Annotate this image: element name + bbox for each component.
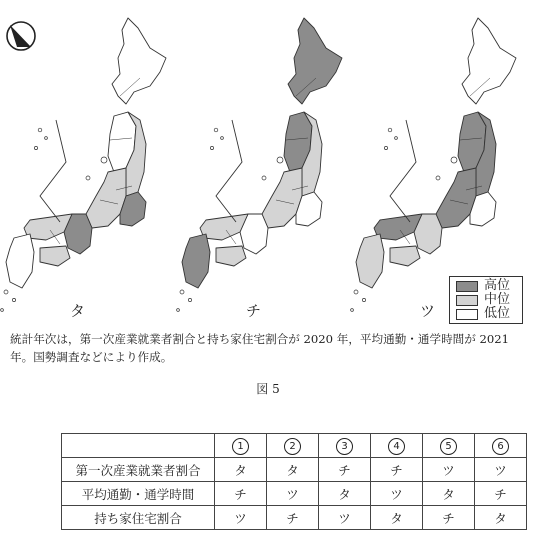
table-cell: チ [371,458,423,482]
region-shikoku [40,246,70,266]
island [188,298,191,301]
legend [449,276,523,324]
table-cell: チ [475,482,527,506]
table-cell: タ [423,482,475,506]
table-cell: チ [319,458,371,482]
island [177,309,180,312]
option-number: 6 [492,438,509,455]
legend-item-low [456,307,510,321]
island [86,176,90,180]
island [210,146,213,149]
row-name: 第一次産業就業者割合 [62,458,215,482]
inset-border-line [40,120,66,222]
option-header [319,434,371,458]
legend-label-low: 低位 [484,306,511,321]
island [395,137,398,140]
table-cell: ツ [215,506,267,530]
island [214,128,218,132]
island [180,290,184,294]
region-hokkaido [462,18,516,104]
option-number: 2 [284,438,301,455]
island [277,157,283,163]
island [34,146,37,149]
map-2 [177,18,342,311]
table-cell: チ [423,506,475,530]
table-cell: チ [267,506,319,530]
option-header [267,434,319,458]
table-cell: ツ [371,482,423,506]
island [1,309,4,312]
legend-swatch-low [456,309,478,320]
map-1 [1,18,166,311]
legend-swatch-high [456,281,478,292]
island [12,298,15,301]
island [101,157,107,163]
map-label-tsu: ツ [420,302,436,320]
answer-table [61,433,527,530]
island [4,290,8,294]
table-cell: タ [475,506,527,530]
table-corner-cell [62,434,215,458]
island [384,146,387,149]
region-kyushu [6,234,34,288]
region-shikoku [390,246,420,266]
island [388,128,392,132]
legend-label-high: 高位 [484,278,511,293]
island [351,309,354,312]
map-3 [351,18,516,311]
island [354,290,358,294]
region-hokkaido [112,18,166,104]
island [362,298,365,301]
figure-caption: 図 5 [256,382,280,396]
row-name: 持ち家住宅割合 [62,506,215,530]
table-cell: ツ [475,458,527,482]
option-header [475,434,527,458]
region-kyushu [356,234,384,288]
island [45,137,48,140]
table-cell: ツ [423,458,475,482]
table-cell: ツ [267,482,319,506]
option-number: 4 [388,438,405,455]
table-row [62,506,527,530]
inset-border-line [390,120,416,222]
table-cell: タ [215,458,267,482]
island [451,157,457,163]
region-hokkaido [288,18,342,104]
region-shikoku [216,246,246,266]
table-cell: タ [267,458,319,482]
legend-swatch-mid [456,295,478,306]
island [221,137,224,140]
table-row [62,458,527,482]
table-cell: チ [215,482,267,506]
island [38,128,42,132]
table-cell: タ [371,506,423,530]
map-label-ta: タ [70,302,86,320]
island [262,176,266,180]
north-arrow-icon [7,22,35,50]
legend-item-mid [456,293,510,307]
legend-item-high [456,279,510,293]
option-header [371,434,423,458]
island [436,176,440,180]
table-cell: タ [319,482,371,506]
table-cell: ツ [319,506,371,530]
option-header [423,434,475,458]
table-header-row [62,434,527,458]
source-note: 統計年次は，第一次産業就業者割合と持ち家住宅割合が 2020 年，平均通勤・通学時間が 2021 年。国勢調査などにより作成。 [10,332,510,364]
region-kyushu [182,234,210,288]
inset-border-line [216,120,242,222]
option-number: 5 [440,438,457,455]
row-name: 平均通勤・通学時間 [62,482,215,506]
option-number: 1 [232,438,249,455]
option-header [215,434,267,458]
option-number: 3 [336,438,353,455]
table-row [62,482,527,506]
map-label-chi: チ [246,302,262,320]
legend-label-mid: 中位 [484,292,511,307]
